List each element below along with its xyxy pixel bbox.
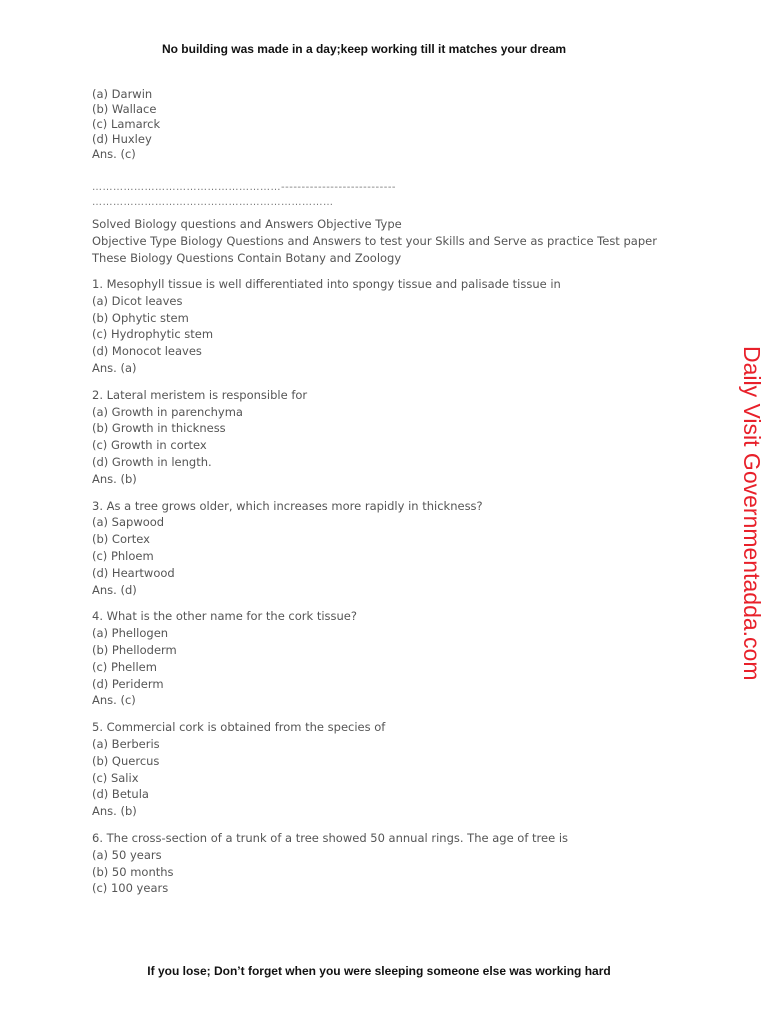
option-line: (c) Lamarck bbox=[92, 117, 161, 131]
page-header-quote: No building was made in a day;keep working till it matches your dream bbox=[161, 42, 567, 56]
question-text: 2. Lateral meristem is responsible for bbox=[92, 387, 308, 402]
question-text: 4. What is the other name for the cork tissue? bbox=[92, 609, 357, 624]
question-block bbox=[92, 608, 692, 709]
side-watermark-text: Daily Visit Governmentadda.com bbox=[739, 346, 765, 681]
option-line: (a) Phellogen bbox=[92, 626, 169, 641]
option-line: (a) Growth in parenchyma bbox=[92, 404, 243, 419]
question-list bbox=[92, 276, 692, 897]
option-line: (a) Dicot leaves bbox=[92, 293, 183, 308]
separator-line: …………………………………………………………… bbox=[92, 197, 334, 208]
answer-line: Ans. (b) bbox=[92, 471, 137, 486]
option-line: (d) Betula bbox=[92, 787, 149, 802]
option-line: (b) Quercus bbox=[92, 753, 160, 768]
intro-line: Solved Biology questions and Answers Objective Type bbox=[92, 217, 402, 231]
option-line: (b) Wallace bbox=[92, 102, 157, 116]
option-line: (d) Periderm bbox=[92, 676, 164, 691]
option-line: (c) Growth in cortex bbox=[92, 438, 207, 453]
separator bbox=[92, 180, 692, 210]
question-text: 6. The cross-section of a trunk of a tree showed 50 annual rings. The age of tree is bbox=[92, 830, 569, 845]
intro-text bbox=[92, 216, 692, 267]
option-line: (a) 50 years bbox=[92, 847, 162, 862]
option-line: (d) Heartwood bbox=[92, 565, 175, 580]
option-line: (a) Berberis bbox=[92, 736, 160, 751]
option-line: (a) Sapwood bbox=[92, 515, 165, 530]
option-line: (d) Huxley bbox=[92, 132, 152, 146]
answer-line: Ans. (c) bbox=[92, 147, 136, 161]
question-text: 3. As a tree grows older, which increases more rapidly in thickness? bbox=[92, 498, 483, 513]
answer-line: Ans. (b) bbox=[92, 804, 137, 819]
question-block bbox=[92, 830, 692, 897]
separator-line: ………………………………………………---------------------------- bbox=[92, 182, 397, 193]
answer-line: Ans. (c) bbox=[92, 693, 136, 708]
question-block bbox=[92, 276, 692, 377]
option-line: (b) Cortex bbox=[92, 532, 150, 547]
intro-line: These Biology Questions Contain Botany and Zoology bbox=[92, 251, 402, 265]
option-line: (b) Phelloderm bbox=[92, 642, 177, 657]
question-block bbox=[92, 498, 692, 599]
intro-line: Objective Type Biology Questions and Answers to test your Skills and Serve as practice Test paper bbox=[92, 234, 657, 248]
question-block bbox=[92, 719, 692, 820]
question-block bbox=[92, 387, 692, 488]
top-options bbox=[92, 87, 692, 162]
option-line: (d) Growth in length. bbox=[92, 454, 212, 469]
question-text: 5. Commercial cork is obtained from the species of bbox=[92, 720, 386, 735]
option-line: (c) 100 years bbox=[92, 881, 169, 896]
question-text: 1. Mesophyll tissue is well differentiated into spongy tissue and palisade tissue in bbox=[92, 277, 561, 291]
option-line: (b) Ophytic stem bbox=[92, 310, 189, 325]
option-line: (c) Phloem bbox=[92, 548, 154, 563]
option-line: (b) Growth in thickness bbox=[92, 421, 226, 436]
option-line: (c) Hydrophytic stem bbox=[92, 327, 214, 342]
document-body bbox=[92, 87, 692, 897]
option-line: (c) Phellem bbox=[92, 659, 157, 674]
option-line: (b) 50 months bbox=[92, 864, 174, 879]
option-line: (a) Darwin bbox=[92, 87, 153, 101]
answer-line: Ans. (a) bbox=[92, 360, 137, 375]
answer-line: Ans. (d) bbox=[92, 582, 137, 597]
option-line: (d) Monocot leaves bbox=[92, 344, 202, 359]
page-footer-quote: If you lose; Don’t forget when you were sleeping someone else was working hard bbox=[147, 964, 611, 978]
option-line: (c) Salix bbox=[92, 770, 139, 785]
